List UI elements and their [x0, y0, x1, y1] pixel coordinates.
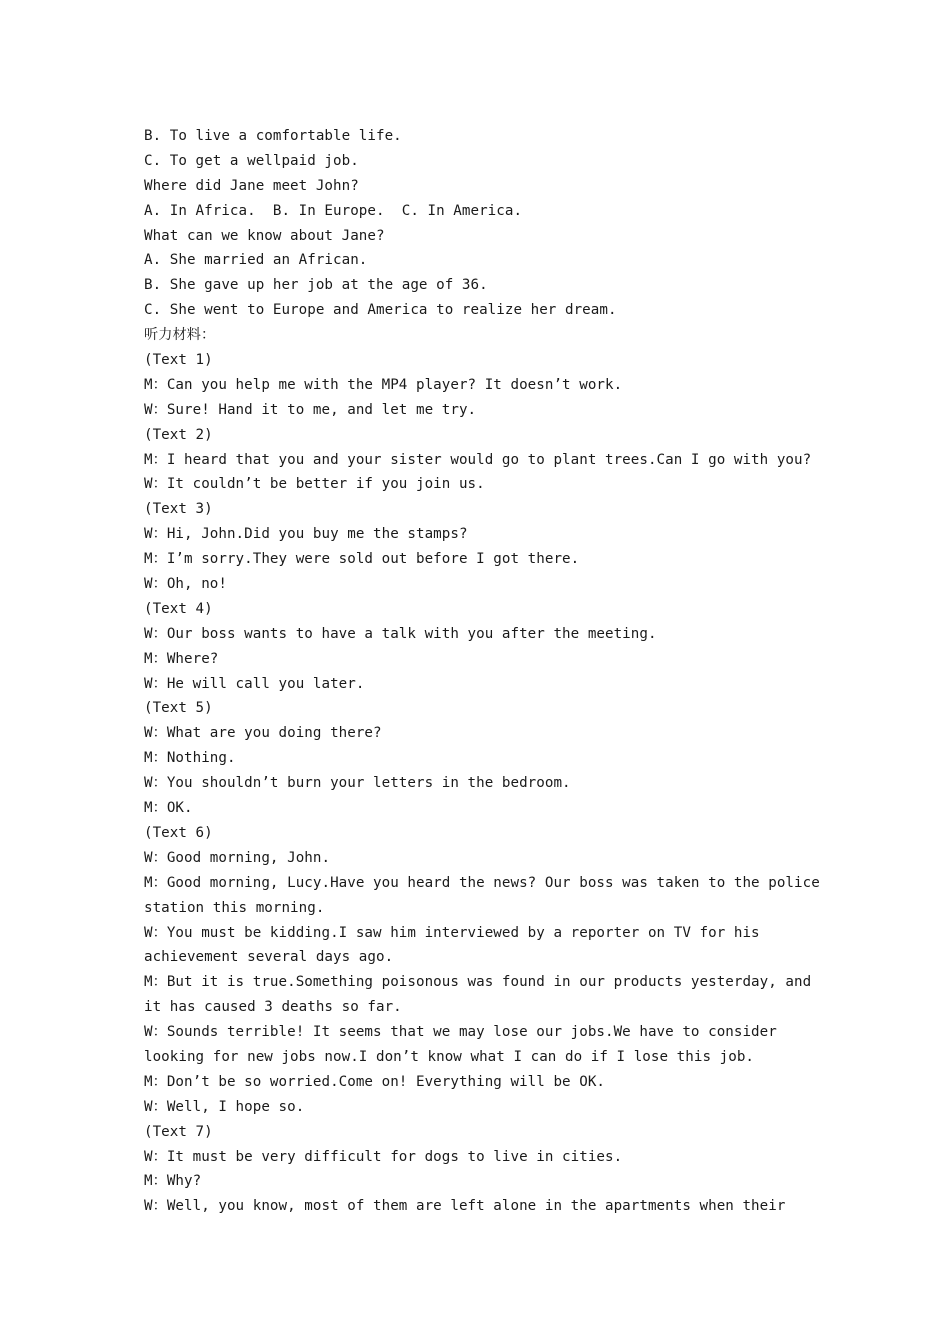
- dialogue-line: M：But it is true.Something poisonous was found in our products yesterday, and: [144, 974, 812, 991]
- option-line: A. She married an African.: [144, 252, 368, 269]
- dialogue-line: M：OK.: [144, 800, 193, 817]
- dialogue-line-continued: looking for new jobs now.I don’t know what I can do if I lose this job.: [144, 1048, 755, 1065]
- dialogue-line: W：You must be kidding.I saw him interviewed by a reporter on TV for his: [144, 924, 760, 941]
- dialogue-line-continued: it has caused 3 deaths so far.: [144, 999, 402, 1016]
- dialogue-line: W：It couldn’t be better if you join us.: [144, 476, 485, 493]
- text-label: (Text 6): [144, 824, 213, 841]
- text-label: (Text 5): [144, 700, 213, 717]
- dialogue-line: W：Sure! Hand it to me, and let me try.: [144, 401, 477, 418]
- dialogue-line-continued: achievement several days ago.: [144, 949, 394, 966]
- dialogue-line: W：Our boss wants to have a talk with you after the meeting.: [144, 625, 657, 642]
- question-line: What can we know about Jane?: [144, 227, 385, 244]
- dialogue-line-continued: station this morning.: [144, 899, 325, 916]
- dialogue-line: M：Good morning, Lucy.Have you heard the news? Our boss was taken to the police: [144, 874, 820, 891]
- option-line: C. She went to Europe and America to realize her dream.: [144, 302, 617, 319]
- dialogue-line: W：You shouldn’t burn your letters in the bedroom.: [144, 775, 571, 792]
- dialogue-line: M：I heard that you and your sister would go to plant trees.Can I go with you?: [144, 451, 812, 468]
- dialogue-line: M：Why?: [144, 1173, 202, 1190]
- dialogue-line: W：Well, you know, most of them are left alone in the apartments when their: [144, 1198, 786, 1215]
- dialogue-line: W：He will call you later.: [144, 675, 365, 692]
- dialogue-line: M：I’m sorry.They were sold out before I got there.: [144, 551, 580, 568]
- dialogue-line: W：Oh, no!: [144, 576, 227, 593]
- text-label: (Text 2): [144, 426, 213, 443]
- option-line: B. To live a comfortable life.: [144, 128, 402, 144]
- dialogue-line: M：Where?: [144, 650, 219, 667]
- option-line: A. In Africa. B. In Europe. C. In America.: [144, 202, 523, 219]
- dialogue-line: W：Good morning, John.: [144, 849, 331, 866]
- dialogue-line: M：Can you help me with the MP4 player? It doesn’t work.: [144, 376, 623, 393]
- question-line: Where did Jane meet John?: [144, 177, 359, 194]
- text-label: (Text 3): [144, 501, 213, 518]
- section-heading: 听力材料：: [144, 327, 216, 344]
- dialogue-line: W：Well, I hope so.: [144, 1098, 305, 1115]
- text-label: (Text 7): [144, 1123, 213, 1140]
- dialogue-line: W：It must be very difficult for dogs to live in cities.: [144, 1148, 623, 1165]
- text-label: (Text 4): [144, 600, 213, 617]
- document-page: [144, 124, 824, 1219]
- dialogue-line: M：Nothing.: [144, 750, 236, 767]
- text-label: (Text 1): [144, 352, 213, 369]
- dialogue-line: M：Don’t be so worried.Come on! Everything will be OK.: [144, 1073, 605, 1090]
- dialogue-line: W：Sounds terrible! It seems that we may lose our jobs.We have to consider: [144, 1024, 777, 1041]
- option-line: B. She gave up her job at the age of 36.: [144, 277, 488, 294]
- dialogue-line: W：What are you doing there?: [144, 725, 382, 742]
- option-line: C. To get a wellpaid job.: [144, 152, 359, 169]
- dialogue-line: W：Hi, John.Did you buy me the stamps?: [144, 526, 468, 543]
